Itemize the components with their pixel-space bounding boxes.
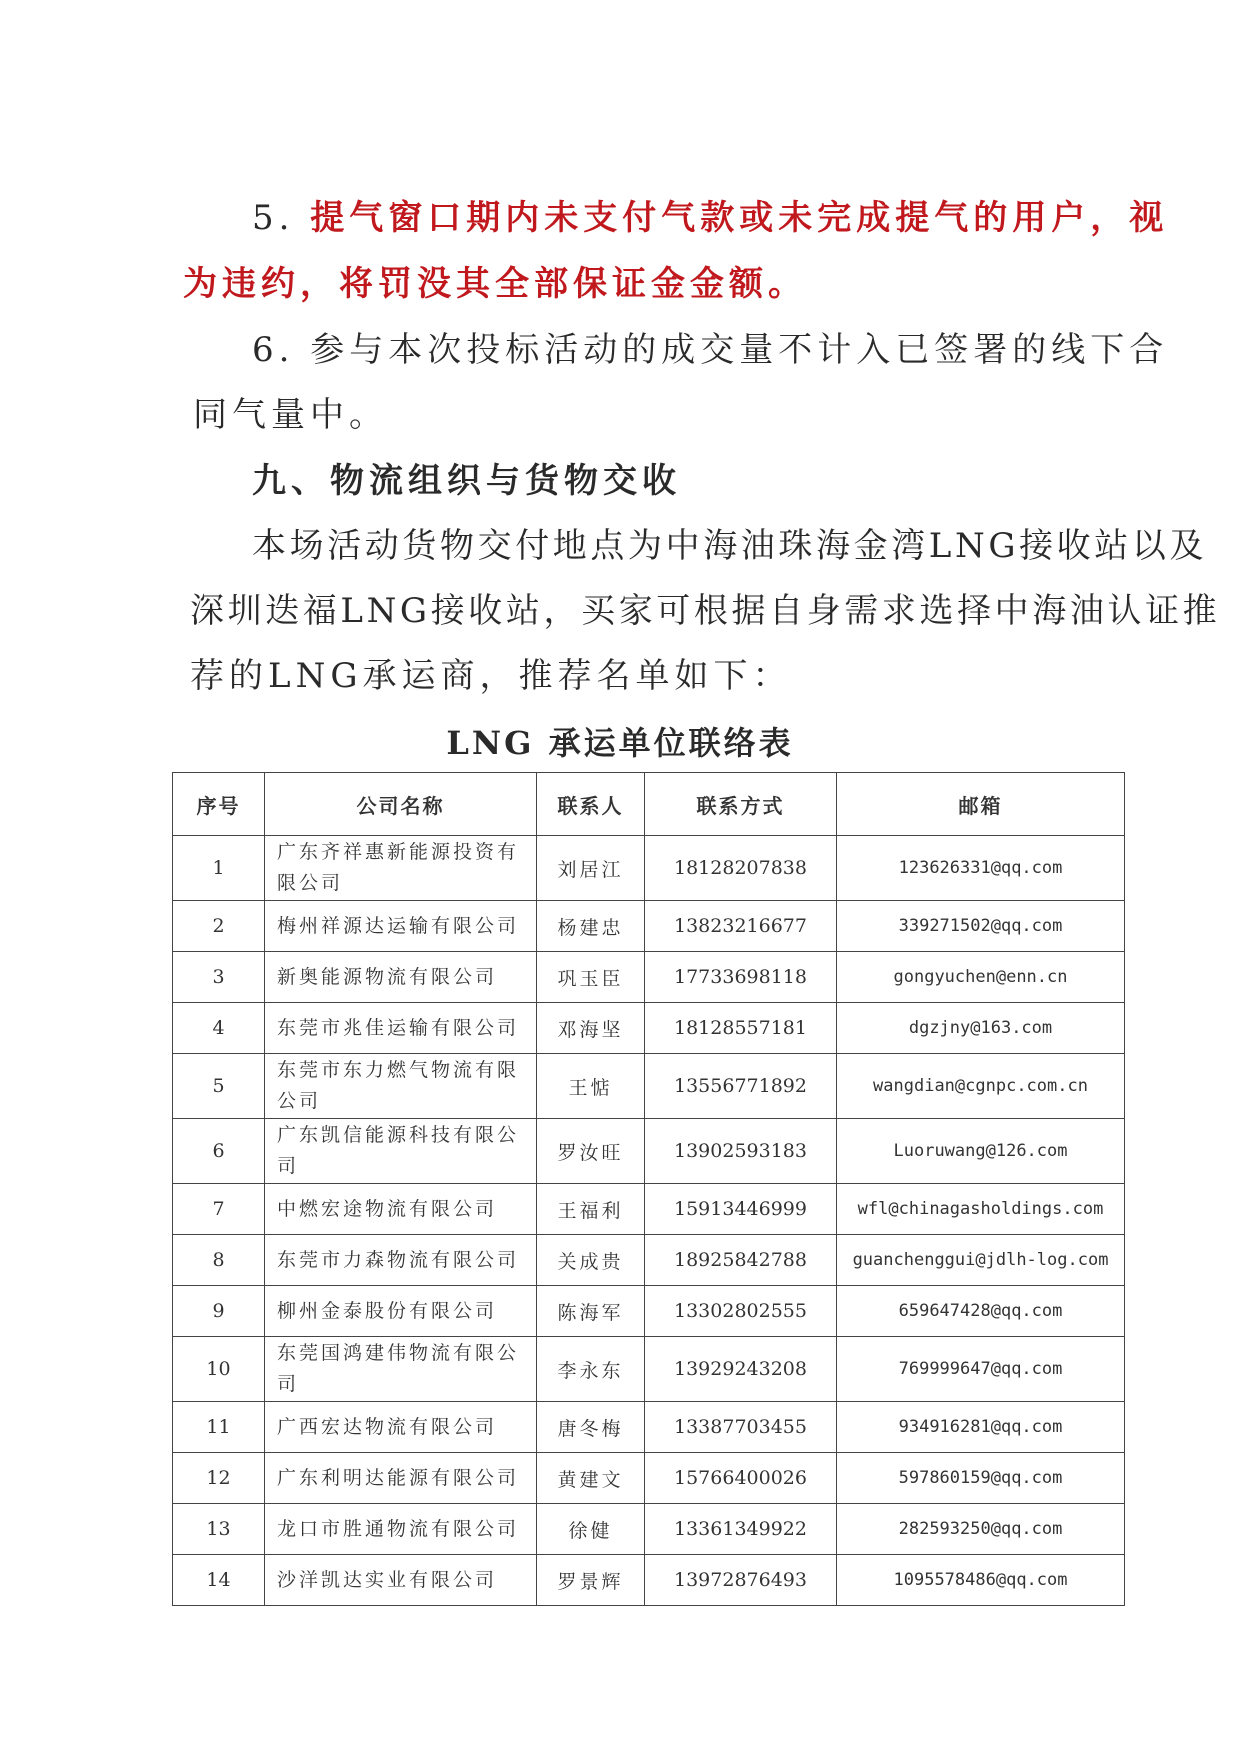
table-row [173,901,1125,952]
row-phone: 15766400026 [645,1453,837,1504]
row-email: 597860159@qq.com [837,1453,1125,1504]
row-contact: 王惦 [537,1054,645,1119]
header-no: 序号 [173,773,265,836]
row-email: 282593250@qq.com [837,1504,1125,1555]
row-no: 13 [173,1504,265,1555]
row-no: 4 [173,1003,265,1054]
row-contact: 罗汝旺 [537,1119,645,1184]
row-company: 龙口市胜通物流有限公司 [265,1504,537,1555]
row-phone: 13556771892 [645,1054,837,1119]
row-company: 广东齐祥惠新能源投资有限公司 [265,836,537,901]
intro-line-3: 荐的LNG承运商，推荐名单如下： [190,656,792,696]
row-company: 广东凯信能源科技有限公司 [265,1119,537,1184]
carrier-contact-table [172,772,1125,1606]
row-no: 6 [173,1119,265,1184]
row-no: 5 [173,1054,265,1119]
table-row [173,1286,1125,1337]
item-number-5: 5. [252,198,295,238]
row-no: 11 [173,1402,265,1453]
row-phone: 17733698118 [645,952,837,1003]
row-email: wfl@chinagasholdings.com [837,1184,1125,1235]
row-email: 659647428@qq.com [837,1286,1125,1337]
row-email: 339271502@qq.com [837,901,1125,952]
row-email: dgzjny@163.com [837,1003,1125,1054]
row-email: guanchenggui@jdlh-log.com [837,1235,1125,1286]
row-company: 东莞市兆佳运输有限公司 [265,1003,537,1054]
table-header-row [173,773,1125,836]
row-phone: 13387703455 [645,1402,837,1453]
row-contact: 巩玉臣 [537,952,645,1003]
row-company: 东莞市东力燃气物流有限公司 [265,1054,537,1119]
table-title: LNG 承运单位联络表 [446,724,794,762]
header-company: 公司名称 [265,773,537,836]
row-email: gongyuchen@enn.cn [837,952,1125,1003]
table-row [173,952,1125,1003]
intro-line-2: 深圳迭福LNG接收站，买家可根据自身需求选择中海油认证推 [190,591,1221,631]
row-company: 梅州祥源达运输有限公司 [265,901,537,952]
intro-line-1: 本场活动货物交付地点为中海油珠海金湾LNG接收站以及 [252,526,1208,566]
row-phone: 18128207838 [645,836,837,901]
row-phone: 13902593183 [645,1119,837,1184]
row-phone: 13972876493 [645,1555,837,1606]
table-row [173,1003,1125,1054]
row-contact: 唐冬梅 [537,1402,645,1453]
row-email: 769999647@qq.com [837,1337,1125,1402]
row-company: 东莞市力森物流有限公司 [265,1235,537,1286]
row-no: 2 [173,901,265,952]
header-contact: 联系人 [537,773,645,836]
row-no: 10 [173,1337,265,1402]
row-company: 新奥能源物流有限公司 [265,952,537,1003]
row-email: 934916281@qq.com [837,1402,1125,1453]
table-row [173,836,1125,901]
table-row [173,1555,1125,1606]
row-phone: 18925842788 [645,1235,837,1286]
table-row [173,1054,1125,1119]
row-email: Luoruwang@126.com [837,1119,1125,1184]
row-contact: 王福利 [537,1184,645,1235]
table-row [173,1504,1125,1555]
row-contact: 邓海坚 [537,1003,645,1054]
table-row [173,1235,1125,1286]
row-email: 123626331@qq.com [837,836,1125,901]
row-company: 广东利明达能源有限公司 [265,1453,537,1504]
row-company: 广西宏达物流有限公司 [265,1402,537,1453]
row-contact: 刘居江 [537,836,645,901]
row-company: 沙洋凯达实业有限公司 [265,1555,537,1606]
row-contact: 罗景辉 [537,1555,645,1606]
section-heading: 九、物流组织与货物交收 [252,461,681,501]
row-phone: 13361349922 [645,1504,837,1555]
row-phone: 13823216677 [645,901,837,952]
table-row [173,1402,1125,1453]
header-email: 邮箱 [837,773,1125,836]
row-no: 1 [173,836,265,901]
row-contact: 关成贵 [537,1235,645,1286]
table-row [173,1119,1125,1184]
table-row [173,1184,1125,1235]
row-company: 柳州金泰股份有限公司 [265,1286,537,1337]
row-email: 1095578486@qq.com [837,1555,1125,1606]
row-contact: 黄建文 [537,1453,645,1504]
row-contact: 杨建忠 [537,901,645,952]
table-row [173,1453,1125,1504]
row-no: 3 [173,952,265,1003]
row-contact: 李永东 [537,1337,645,1402]
row-no: 8 [173,1235,265,1286]
row-contact: 徐健 [537,1504,645,1555]
row-no: 9 [173,1286,265,1337]
penalty-clause-line-2: 为违约，将罚没其全部保证金金额。 [183,264,807,304]
paragraph-6-line-2: 同气量中。 [193,395,388,435]
header-phone: 联系方式 [645,773,837,836]
paragraph-6-line-1: 6. 参与本次投标活动的成交量不计入已签署的线下合 [252,330,1169,370]
row-company: 东莞国鸿建伟物流有限公司 [265,1337,537,1402]
row-phone: 13302802555 [645,1286,837,1337]
row-no: 14 [173,1555,265,1606]
row-email: wangdian@cgnpc.com.cn [837,1054,1125,1119]
row-company: 中燃宏途物流有限公司 [265,1184,537,1235]
row-phone: 13929243208 [645,1337,837,1402]
row-contact: 陈海军 [537,1286,645,1337]
table-row [173,1337,1125,1402]
paragraph-5-line-1 [252,196,1168,240]
row-phone: 18128557181 [645,1003,837,1054]
row-phone: 15913446999 [645,1184,837,1235]
penalty-clause-line-1: 提气窗口期内未支付气款或未完成提气的用户，视 [310,198,1169,238]
row-no: 12 [173,1453,265,1504]
row-no: 7 [173,1184,265,1235]
